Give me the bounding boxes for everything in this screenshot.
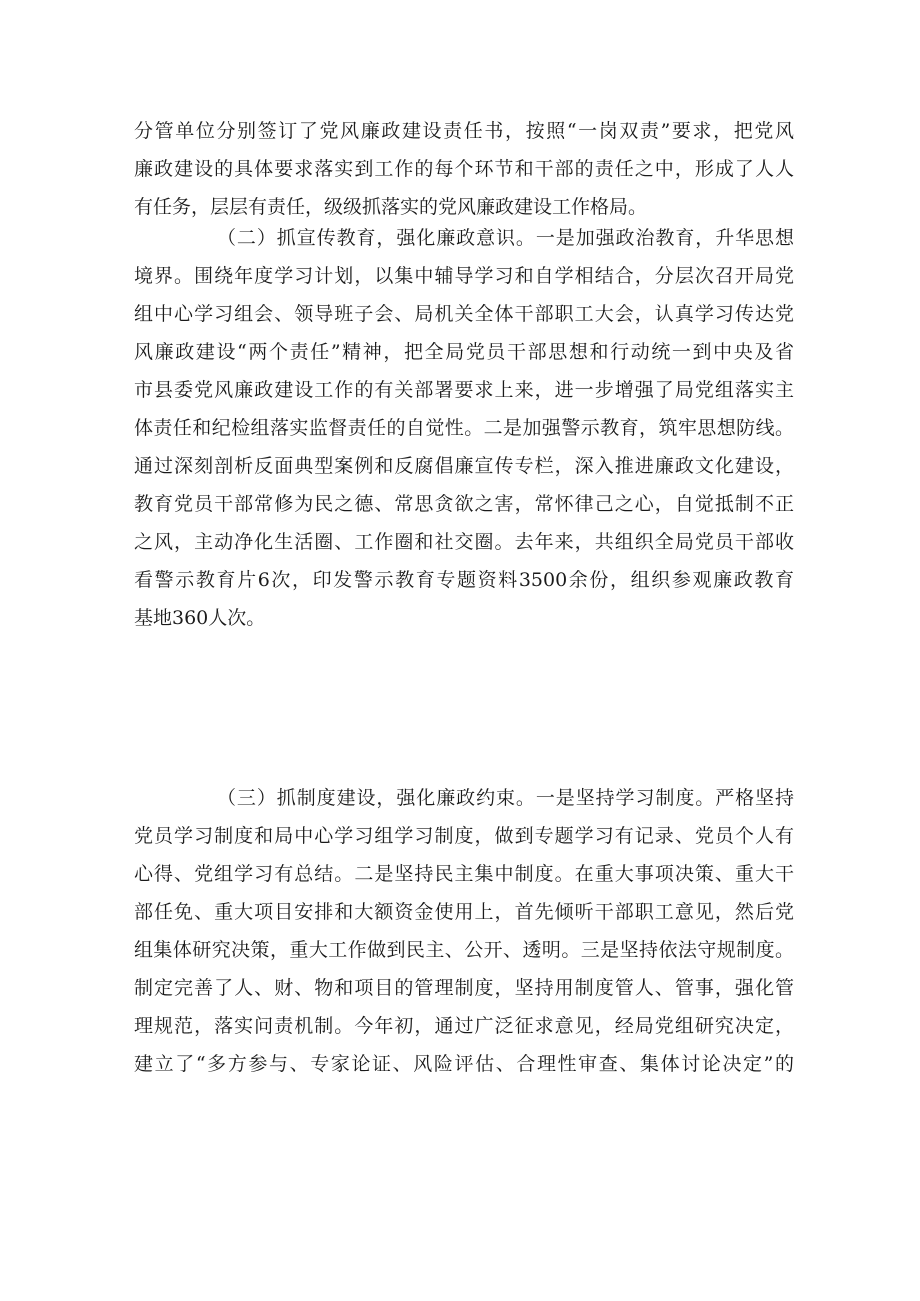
text-line: 通过深刻剖析反面典型案例和反腐倡廉宣传专栏，深入推进廉政文化建设， <box>134 455 794 477</box>
paragraph-system-building <box>134 779 794 1083</box>
text-line: 基地360人次。 <box>134 607 266 629</box>
text-line: 体责任和纪检组落实监督责任的自觉性。二是加强警示教育，筑牢思想防线。 <box>134 417 794 439</box>
text-line: 有任务，层层有责任，级级抓落实的党风廉政建设工作格局。 <box>134 196 648 218</box>
text-line: 建立了“多方参与、专家论证、风险评估、合理性审查、集体讨论决定”的 <box>134 1053 794 1075</box>
text-line: 党员学习制度和局中心学习组学习制度，做到专题学习有记录、党员个人有 <box>134 825 794 847</box>
text-line: 风廉政建设“两个责任”精神，把全局党员干部思想和行动统一到中央及省 <box>134 341 794 363</box>
paragraph-responsibility <box>134 112 794 226</box>
text-line: 组集体研究决策，重大工作做到民主、公开、透明。三是坚持依法守规制度。 <box>134 939 794 961</box>
text-line: 境界。围绕年度学习计划，以集中辅导学习和自学相结合，分层次召开局党 <box>134 265 794 287</box>
text-line: （二）抓宣传教育，强化廉政意识。一是加强政治教育，升华思想 <box>217 227 794 249</box>
text-line: 心得、党组学习有总结。二是坚持民主集中制度。在重大事项决策、重大干 <box>134 863 794 885</box>
text-line: （三）抓制度建设，强化廉政约束。一是坚持学习制度。严格坚持 <box>217 787 794 809</box>
text-line: 分管单位分别签订了党风廉政建设责任书，按照“一岗双责”要求，把党风 <box>134 120 794 142</box>
text-line: 廉政建设的具体要求落实到工作的每个环节和干部的责任之中，形成了人人 <box>134 158 794 180</box>
text-line: 部任免、重大项目安排和大额资金使用上，首先倾听干部职工意见，然后党 <box>134 901 794 923</box>
text-line: 市县委党风廉政建设工作的有关部署要求上来，进一步增强了局党组落实主 <box>134 379 794 401</box>
text-line: 组中心学习组会、领导班子会、局机关全体干部职工大会，认真学习传达党 <box>134 303 794 325</box>
text-line: 看警示教育片6次，印发警示教育专题资料3500余份，组织参观廉政教育 <box>134 569 794 591</box>
text-line: 之风，主动净化生活圈、工作圈和社交圈。去年来，共组织全局党员干部收 <box>134 531 794 553</box>
paragraph-publicity-education <box>134 219 794 637</box>
text-line: 理规范，落实问责机制。今年初，通过广泛征求意见，经局党组研究决定， <box>134 1015 794 1037</box>
text-line: 制定完善了人、财、物和项目的管理制度，坚持用制度管人、管事，强化管 <box>134 977 794 999</box>
text-line: 教育党员干部常修为民之德、常思贪欲之害，常怀律己之心，自觉抵制不正 <box>134 493 794 515</box>
